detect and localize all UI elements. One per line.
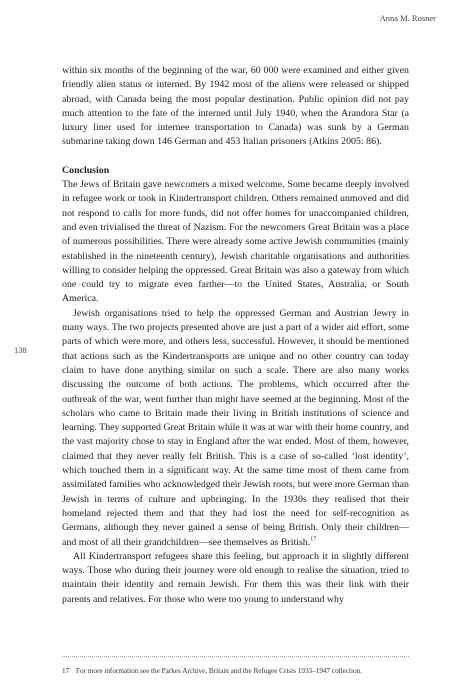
footnote-divider <box>62 656 409 657</box>
footnote-number: 17 <box>62 667 70 675</box>
paragraph <box>62 307 409 550</box>
footnote-text: For more information see the Parkes Archive, Britain and the Refugee Crisis 1933–1947 collection. <box>76 667 363 675</box>
paragraph: All Kindertransport refugees share this feeling, but approach it in slightly different ways. Those who during their journey were old enough to realise the situation, tried to maintain their identity and remain Jewish. For them this was their link with their parents and relatives. For those who were too young to understand why <box>62 550 409 605</box>
paragraph-text: Jewish organisations tried to help the oppressed German and Austrian Jewry in many ways. The two projects presented above are just a part of a wider aid effort, some parts of which were more, and others less, successful. However, it should be mentioned that actions such as the Kindertransports are unique and no other country can today claim to have done anything similar on such a scale. There are also many works discussing the outcome of both actions. The problems, which occurred after the outbreak of the war, went further than might have seemed at the beginning. Most of the scholars who came to Britain made their living in British institutions of science and learning. They supported Great Britain while it was at war with their home country, and the vast majority chose to stay in England after the war ended. Most of them, however, claimed that they never really felt British. This is a case of so-called ‘lost identity’, which touched them in a significant way. At the same time most of them came from assimilated families who acknowledged their Jewish roots, but were more German than Jewish in terms of culture and upbringing. In the 1930s they realised that their homeland rejected them and that they had lost the need for self-recognition as Germans, although they never gained a sense of being British. Only their children—and most of all their grandchildren—see themselves as British. <box>62 307 409 548</box>
running-head: Anna M. Rosner <box>379 13 436 23</box>
footnote-reference[interactable]: 17 <box>310 536 317 543</box>
main-text <box>62 64 409 607</box>
section-heading: Conclusion <box>62 164 110 176</box>
paragraph: The Jews of Britain gave newcomers a mixed welcome. Some became deeply involved in refugee work or took in Kindertransport children. Others remained unmoved and did not respond to calls for more funds, did not offer homes for unaccompanied children, and even trivialised the threat of Nazism. For the newcomers Great Britain was a place of numerous possibilities. There were already some active Jewish communities (mainly established in the nineteenth century), Jewish charitable organisations and authorities willing to consider helping the oppressed. Great Britain was also a gateway from which one could try to migrate even farther—to the United States, Australia, or South America. <box>62 179 409 305</box>
footnote <box>62 666 409 676</box>
paragraph: within six months of the beginning of the war, 60 000 were examined and either given friendly alien status or interned. By 1942 most of the aliens were released or shipped abroad, with Canada being the most popular destination. Public opinion did not pay much attention to the fate of the interned until July 1940, when the Arandora Star (a luxury liner used for internee transportation to Canada) was sunk by a German submarine taking down 146 German and 453 Italian prisoners (Atkins 2005: 86). <box>62 65 409 148</box>
page-number: 138 <box>14 345 27 355</box>
